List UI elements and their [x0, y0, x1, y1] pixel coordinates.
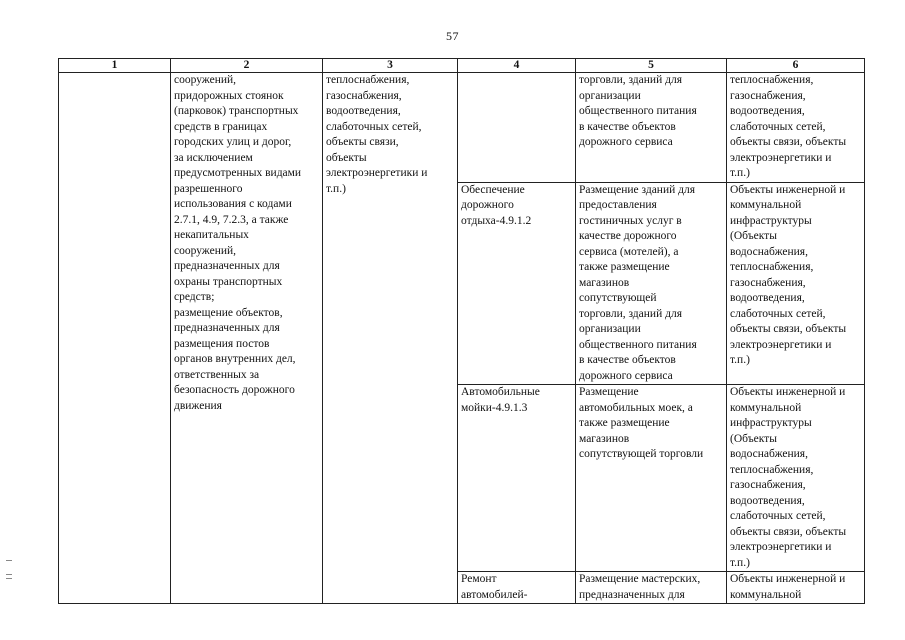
- cell-row3-col5-text: Размещение автомобильных моек, а также размещение магазинов сопутствующей торговли: [579, 386, 704, 460]
- cell-row2-col6: [727, 182, 865, 385]
- table-header-row: [59, 59, 865, 73]
- cell-row4-col5-text: Размещение мастерских, предназначенных для: [579, 573, 701, 601]
- column-header-4: 4: [458, 59, 576, 73]
- cell-row2-col4-text: Обеспечение дорожного отдыха-4.9.1.2: [461, 183, 532, 227]
- scan-margin-mark: [6, 574, 12, 575]
- cell-col3: [323, 73, 458, 604]
- cell-row3-col6-text: Объекты инженерной и коммунальной инфраструктуры (Объекты водоснабжения, теплоснабжения, газоснабжения, водоотведения, слаботочных сетей, объекты связи, объекты электроэнергетики и т.п.): [730, 386, 847, 569]
- cell-col2: [171, 73, 323, 604]
- cell-row4-col4: [458, 572, 576, 604]
- cell-row1-col5-text: торговли, зданий для организации общественного питания в качестве объектов дорожного сервиса: [579, 74, 697, 148]
- cell-col1: [59, 73, 171, 604]
- scan-margin-mark: [6, 560, 12, 561]
- cell-row3-col4: [458, 385, 576, 572]
- cell-row2-col4: [458, 182, 576, 385]
- cell-row1-col6: [727, 73, 865, 183]
- table-row: [59, 73, 865, 183]
- scan-margin-mark: [6, 578, 12, 579]
- cell-row2-col5-text: Размещение зданий для предоставления гостиничных услуг в качестве дорожного сервиса (мотелей), а также размещение магазинов сопутствующей торговли, зданий для организации общественного питания в качестве объектов дорожного сервиса: [579, 183, 697, 382]
- cell-row1-col6-text: теплоснабжения, газоснабжения, водоотведения, слаботочных сетей, объекты связи, объекты электроэнергетики и т.п.): [730, 74, 847, 179]
- column-header-3: 3: [323, 59, 458, 73]
- cell-row2-col5: [576, 182, 727, 385]
- land-use-table: [58, 58, 865, 604]
- column-header-6: 6: [727, 59, 865, 73]
- cell-row3-col6: [727, 385, 865, 572]
- cell-row3-col5: [576, 385, 727, 572]
- page-number: 57: [446, 29, 459, 43]
- cell-row4-col4-text: Ремонт автомобилей-: [461, 573, 528, 601]
- column-header-5: 5: [576, 59, 727, 73]
- cell-col2-text: сооружений, придорожных стоянок (парковок) транспортных средств в границах городских улиц и дорог, за исключением предусмотренных видами разрешенного использования с кодами 2.7.1, 4.9, 7.2.3, а также некапитальных сооружений, предназначенных для охраны транспортных средств; размещение объектов, предназначенных для размещения постов органов внутренних дел, ответственных за безопасность дорожного движения: [174, 74, 302, 412]
- cell-row2-col6-text: Объекты инженерной и коммунальной инфраструктуры (Объекты водоснабжения, теплоснабжения, газоснабжения, водоотведения, слаботочных сетей, объекты связи, объекты электроэнергетики и т.п.): [730, 183, 847, 366]
- cell-col3-text: теплоснабжения, газоснабжения, водоотведения, слаботочных сетей, объекты связи, объекты электроэнергетики и т.п.): [326, 74, 428, 195]
- column-header-2: 2: [171, 59, 323, 73]
- cell-row4-col5: [576, 572, 727, 604]
- cell-row1-col4: [458, 73, 576, 183]
- cell-row4-col6-text: Объекты инженерной и коммунальной: [730, 573, 846, 601]
- cell-row4-col6: [727, 572, 865, 604]
- column-header-1: 1: [59, 59, 171, 73]
- cell-row1-col5: [576, 73, 727, 183]
- cell-row3-col4-text: Автомобильные мойки-4.9.1.3: [461, 386, 540, 414]
